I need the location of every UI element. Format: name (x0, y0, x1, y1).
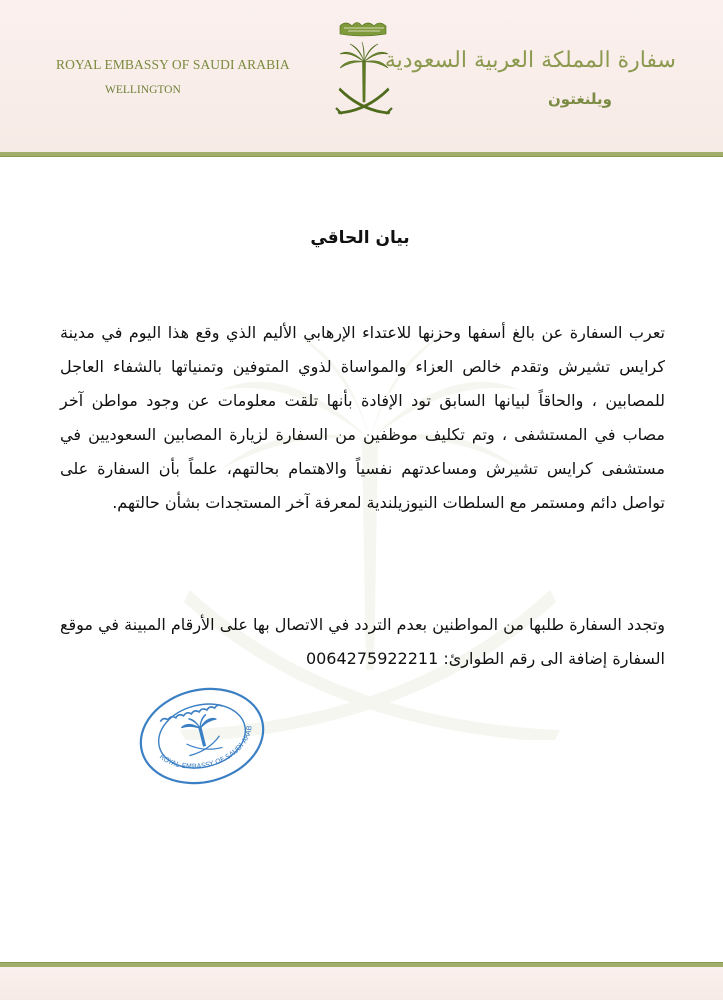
emergency-phone-number: 0064275922211 (305, 649, 439, 668)
letterhead-footer (0, 962, 723, 1000)
statement-paragraph-2-text: وتجدد السفارة طلبها من المواطنين بعدم التردد في الاتصال بها على الأرقام المبينة في موقع السفارة إضافة الى رقم الطوارئ: (60, 615, 665, 668)
embassy-arabic-city: ويلنغتون (548, 90, 612, 108)
embassy-arabic-name: سفارة المملكة العربية السعودية (384, 48, 676, 73)
embassy-english-city: WELLINGTON (105, 84, 181, 96)
statement-paragraph-2 (60, 608, 665, 676)
statement-paragraph-1: تعرب السفارة عن بالغ أسفها وحزنها للاعتداء الإرهابي الأليم الذي وقع هذا اليوم في مدينة كرايس تشيرش وتقدم خالص العزاء والمواساة لذوي المتوفين وتمنياتها بالشفاء العاجل للمصابين ، والحاقاً لبيانها السابق تود الإفادة بأنها تلقت معلومات عن وجود مواطن آخر مصاب في المستشفى ، وتم تكليف موظفين من السفارة لزيارة المصابين السعوديين في مستشفى كرايس تشيرش ومساعدتهم نفسياً والاهتمام بحالتهم، علماً بأن السفارة على تواصل دائم ومستمر مع السلطات النيوزيلندية لمعرفة آخر المستجدات بشأن حالتهم. (60, 323, 665, 512)
embassy-english-name: ROYAL EMBASSY OF SAUDI ARABIA (56, 57, 290, 72)
letterhead-divider (0, 152, 723, 157)
palm-and-crossed-swords-emblem-icon (326, 18, 402, 130)
embassy-seal-stamp-icon (135, 684, 270, 789)
statement-title: بيان الحاقي (310, 228, 410, 248)
footer-divider (0, 962, 723, 967)
stamp-ring-text: ROYAL EMBASSY OF SAUDI ARABIA (157, 725, 254, 771)
